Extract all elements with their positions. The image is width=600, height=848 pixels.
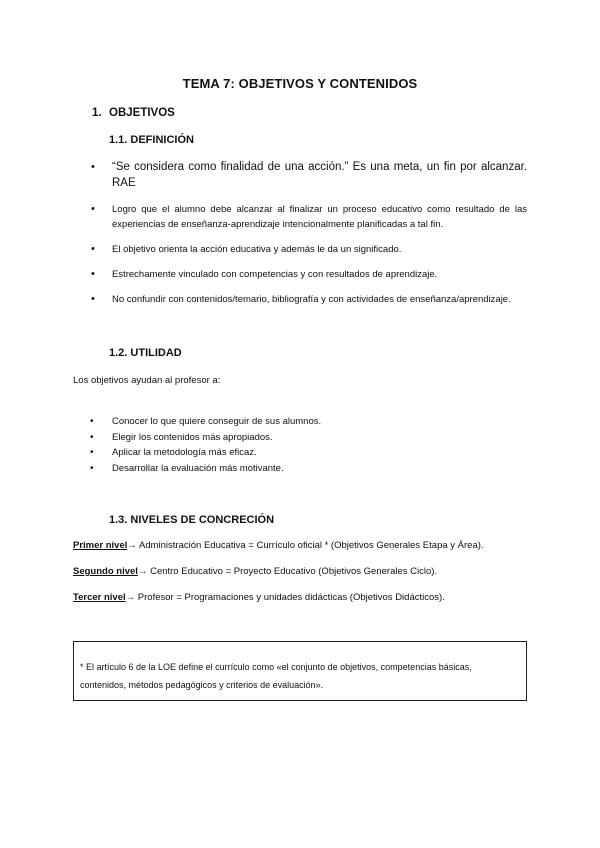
level-label: Primer nivel bbox=[73, 540, 128, 551]
page-title: TEMA 7: OBJETIVOS Y CONTENIDOS bbox=[182, 76, 418, 91]
level-text: Administración Educativa = Currículo oficial * (Objetivos Generales Etapa y Área). bbox=[136, 540, 484, 551]
list-item: • El objetivo orienta la acción educativa y además le da un significado. bbox=[91, 242, 527, 257]
arrow-icon: → bbox=[137, 566, 148, 577]
subsection-heading-utilidad: 1.2. UTILIDAD bbox=[109, 347, 182, 359]
level-row-tercer bbox=[73, 592, 445, 603]
arrow-icon: → bbox=[127, 540, 137, 551]
level-text: Centro Educativo = Proyecto Educativo (Objetivos Generales Ciclo). bbox=[147, 566, 438, 577]
footnote-box: * El artículo 6 de la LOE define el currículo como «el conjunto de objetivos, competencias básicas, contenidos, métodos pedagógicos y criterios de evaluación». bbox=[73, 641, 527, 701]
level-label: Segundo nivel bbox=[73, 566, 138, 577]
utility-intro: Los objetivos ayudan al profesor a: bbox=[73, 375, 221, 386]
level-text: Profesor = Programaciones y unidades didácticas (Objetivos Didácticos). bbox=[135, 592, 445, 603]
section-title: OBJETIVOS bbox=[109, 107, 175, 119]
list-item: • Aplicar la metodología más eficaz. bbox=[90, 445, 321, 461]
list-item: • Conocer lo que quiere conseguir de sus alumnos. bbox=[90, 414, 321, 430]
level-row-primer bbox=[73, 540, 484, 551]
definition-list bbox=[91, 159, 527, 317]
level-row-segundo bbox=[73, 566, 437, 577]
subsection-heading-definicion: 1.1. DEFINICIÓN bbox=[109, 134, 194, 146]
list-item: • “Se considera como finalidad de una acción.” Es una meta, un fin por alcanzar. RAE bbox=[91, 159, 527, 191]
list-item: • Elegir los contenidos más apropiados. bbox=[90, 430, 321, 446]
utility-list bbox=[90, 414, 321, 476]
section-number: 1. bbox=[92, 107, 102, 119]
arrow-icon: → bbox=[125, 592, 136, 603]
subsection-heading-niveles: 1.3. NIVELES DE CONCRECIÓN bbox=[109, 514, 275, 526]
list-item: • No confundir con contenidos/temario, bibliografía y con actividades de enseñanza/aprendizaje. bbox=[91, 292, 527, 307]
list-item: • Logro que el alumno debe alcanzar al finalizar un proceso educativo como resultado de las experiencias de enseñanza-aprendizaje intencionalmente planificadas a tal fin. bbox=[91, 202, 527, 232]
section-heading-objetivos bbox=[92, 107, 175, 119]
list-item: • Desarrollar la evaluación más motivante. bbox=[90, 461, 321, 477]
level-label: Tercer nivel bbox=[73, 592, 126, 603]
list-item: • Estrechamente vinculado con competencias y con resultados de aprendizaje. bbox=[91, 267, 527, 282]
